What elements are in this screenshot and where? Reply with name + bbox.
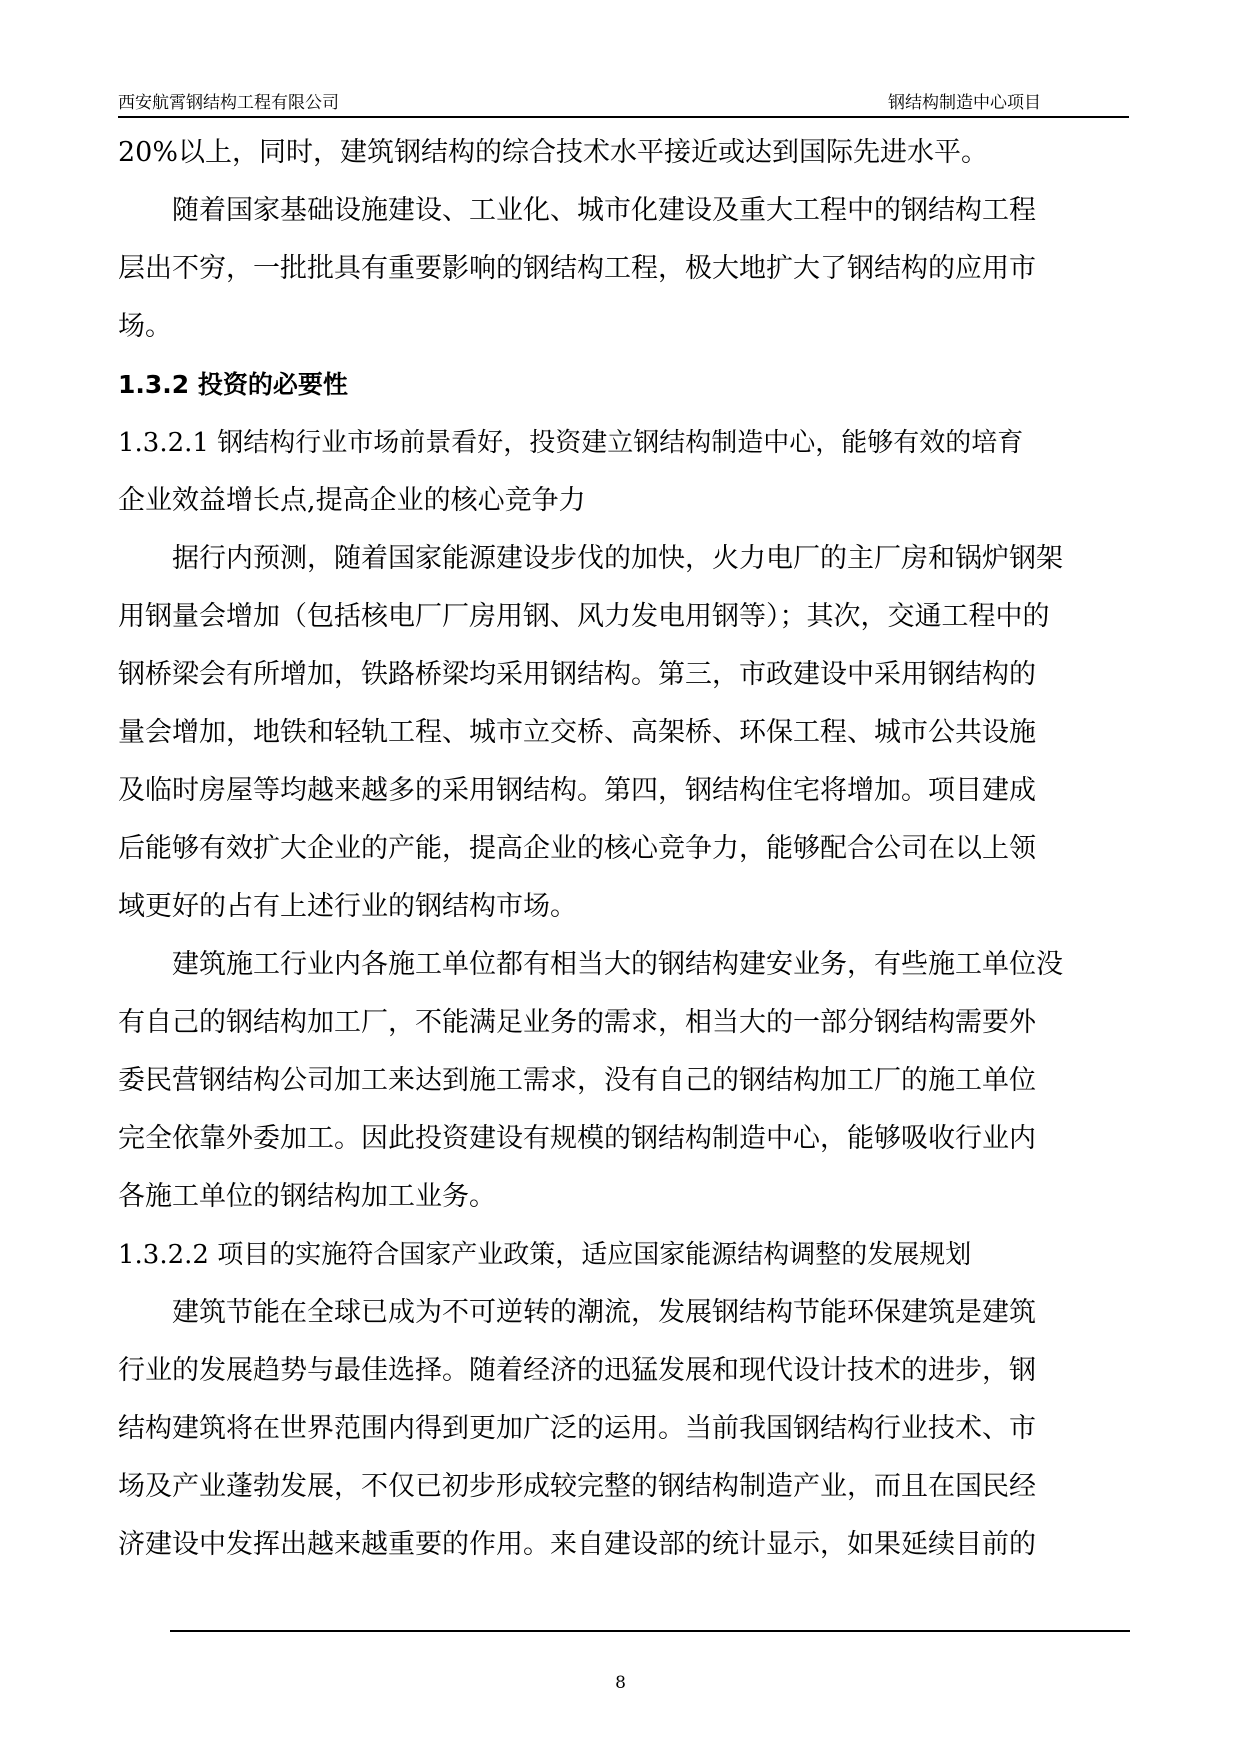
body-text-line: 后能够有效扩大企业的产能，提高企业的核心竞争力，能够配合公司在以上领: [118, 833, 1036, 864]
body-text-line: 场。: [118, 311, 172, 342]
body-text-line: 行业的发展趋势与最佳选择。随着经济的迅猛发展和现代设计技术的进步，钢: [118, 1355, 1036, 1386]
body-text-line: 建筑施工行业内各施工单位都有相当大的钢结构建安业务，有些施工单位没: [172, 949, 1063, 980]
body-text-line: 层出不穷，一批批具有重要影响的钢结构工程，极大地扩大了钢结构的应用市: [118, 253, 1036, 284]
footer-rule: [170, 1630, 1130, 1632]
page-header: [118, 86, 1129, 118]
body-text-line: 结构建筑将在世界范围内得到更加广泛的运用。当前我国钢结构行业技术、市: [118, 1413, 1036, 1444]
subsection-heading: 1.3.2.1 钢结构行业市场前景看好，投资建立钢结构制造中心，能够有效的培育: [118, 428, 1024, 458]
body-text-line: 完全依靠外委加工。因此投资建设有规模的钢结构制造中心，能够吸收行业内: [118, 1123, 1036, 1154]
body-text-line: 量会增加，地铁和轻轨工程、城市立交桥、高架桥、环保工程、城市公共设施: [118, 717, 1036, 748]
body-text-line: 随着国家基础设施建设、工业化、城市化建设及重大工程中的钢结构工程: [172, 195, 1036, 226]
header-project-name: 钢结构制造中心项目: [888, 93, 1041, 113]
body-text-line: 20%以上，同时，建筑钢结构的综合技术水平接近或达到国际先进水平。: [118, 137, 989, 168]
page-number: 8: [615, 1673, 626, 1693]
body-text-line: 用钢量会增加（包括核电厂厂房用钢、风力发电用钢等）；其次，交通工程中的: [118, 601, 1050, 632]
body-text-line: 各施工单位的钢结构加工业务。: [118, 1181, 496, 1212]
header-company-name: 西安航霄钢结构工程有限公司: [118, 93, 339, 113]
subsection-heading: 1.3.2.2 项目的实施符合国家产业政策，适应国家能源结构调整的发展规划: [118, 1240, 972, 1270]
body-text-line: 委民营钢结构公司加工来达到施工需求，没有自己的钢结构加工厂的施工单位: [118, 1065, 1036, 1096]
section-heading: 1.3.2 投资的必要性: [118, 370, 348, 399]
body-text-line: 场及产业蓬勃发展，不仅已初步形成较完整的钢结构制造产业，而且在国民经: [118, 1471, 1036, 1502]
body-text-line: 有自己的钢结构加工厂，不能满足业务的需求，相当大的一部分钢结构需要外: [118, 1007, 1036, 1038]
body-text-line: 据行内预测，随着国家能源建设步伐的加快，火力电厂的主厂房和锅炉钢架: [172, 543, 1063, 574]
body-text-line: 域更好的占有上述行业的钢结构市场。: [118, 891, 577, 922]
body-text-line: 济建设中发挥出越来越重要的作用。来自建设部的统计显示，如果延续目前的: [118, 1529, 1036, 1560]
body-text-line: 建筑节能在全球已成为不可逆转的潮流，发展钢结构节能环保建筑是建筑: [172, 1297, 1036, 1328]
body-text-line: 及临时房屋等均越来越多的采用钢结构。第四，钢结构住宅将增加。项目建成: [118, 775, 1036, 806]
body-text-line: 钢桥梁会有所增加，铁路桥梁均采用钢结构。第三，市政建设中采用钢结构的: [118, 659, 1036, 690]
document-body: [118, 124, 1129, 1574]
body-text-line: 企业效益增长点,提高企业的核心竞争力: [118, 485, 586, 516]
